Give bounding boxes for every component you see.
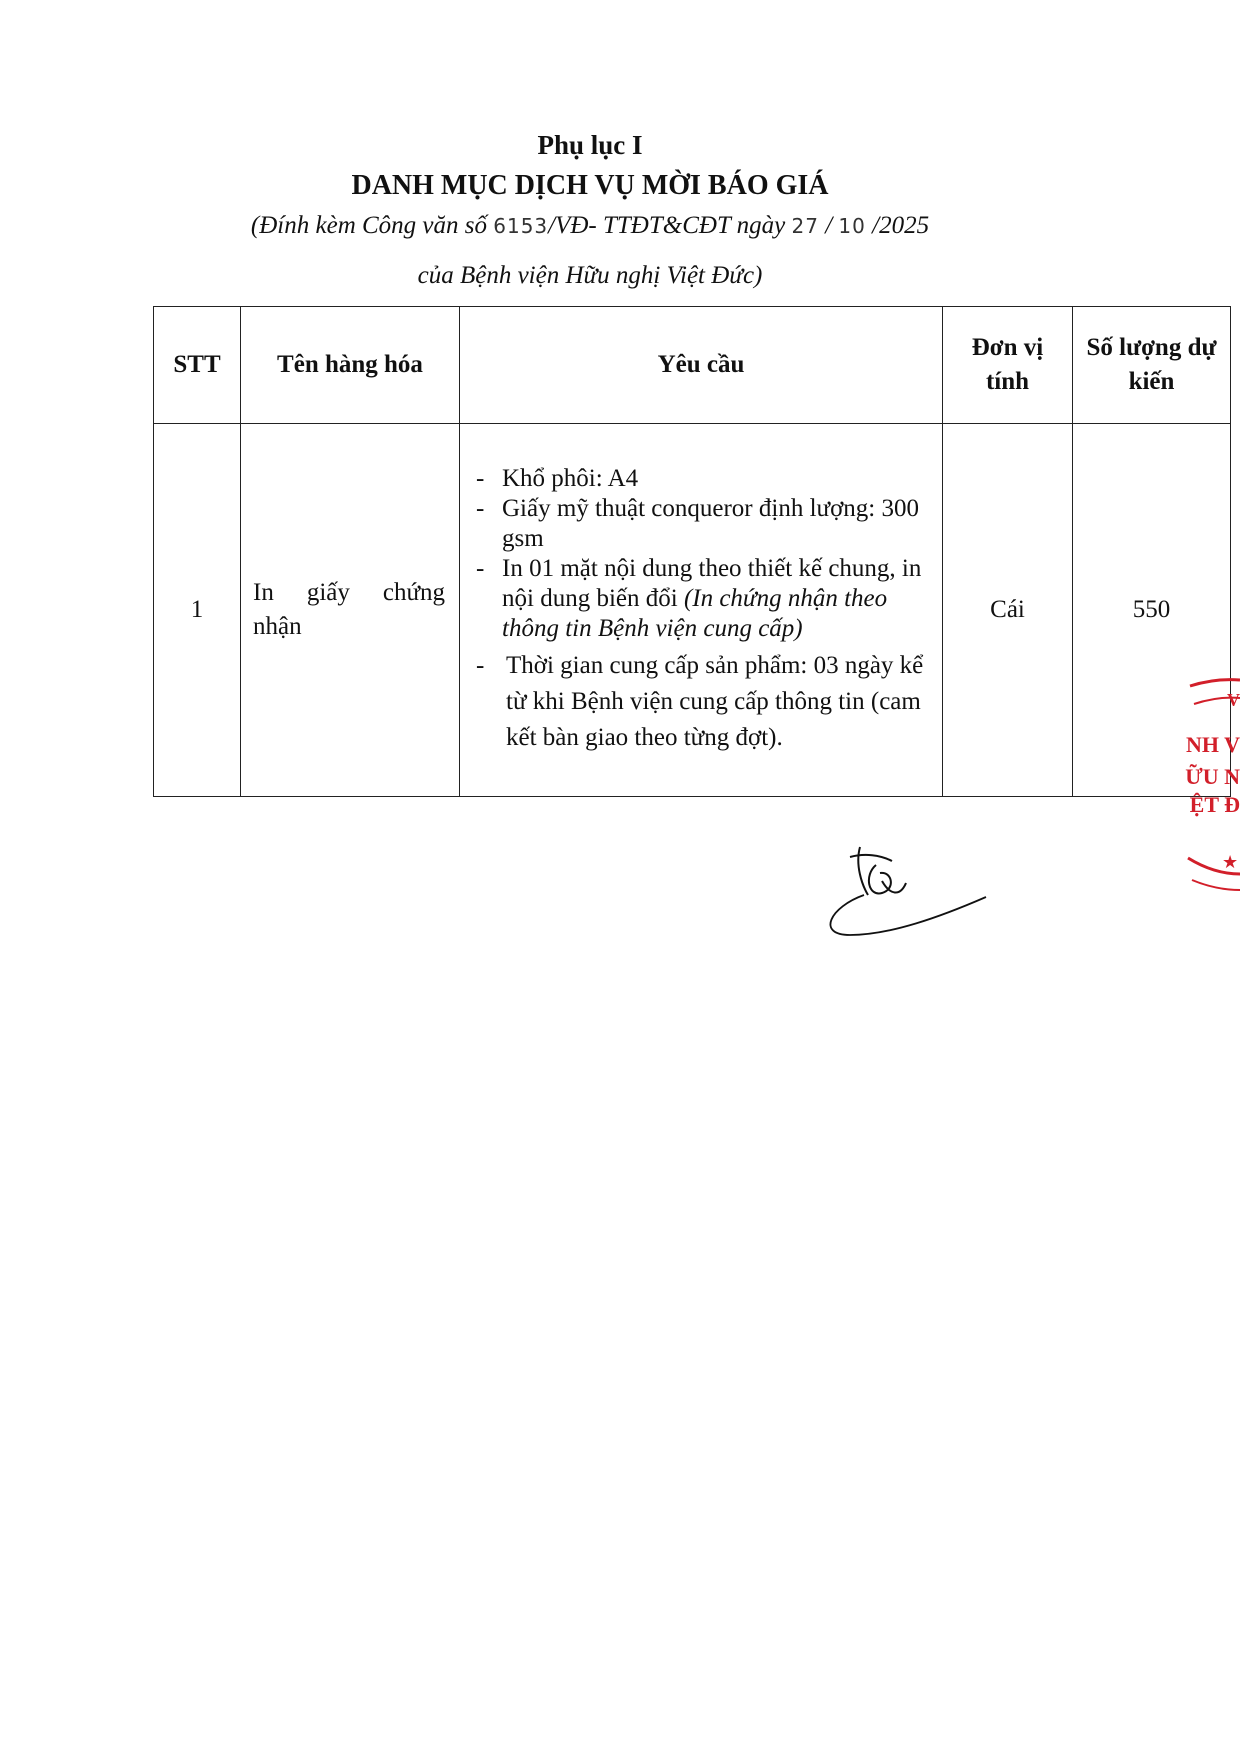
handwritten-signature	[820, 835, 990, 945]
attachment-reference	[0, 212, 1180, 240]
cell-quantity: 550	[1073, 424, 1231, 797]
requirement-item	[468, 554, 928, 644]
document-title: DANH MỤC DỊCH VỤ MỜI BÁO GIÁ	[351, 170, 829, 201]
cell-item-name	[241, 424, 460, 797]
appendix-title: Phụ lục I	[537, 130, 643, 160]
svg-text:★: ★	[1222, 852, 1239, 873]
table-header-row	[154, 307, 1231, 424]
reference-middle: /VĐ- TTĐT&CĐT ngày	[548, 212, 792, 239]
requirement-item: - Giấy mỹ thuật conqueror định lượng: 300 gsm	[468, 494, 928, 554]
handwritten-doc-number: 6153	[493, 214, 549, 238]
document-year: 2025	[879, 212, 930, 239]
requirements-list	[460, 456, 942, 764]
stamp-text: ỮU N	[1185, 764, 1240, 789]
header-item-name: Tên hàng hóa	[241, 307, 460, 424]
handwritten-day: 27	[791, 214, 819, 238]
cell-unit: Cái	[943, 424, 1073, 797]
item-name-text: In giấy chứng nhận	[253, 579, 445, 640]
header-stt: STT	[154, 307, 241, 424]
handwritten-month: 10	[838, 214, 866, 238]
requirement-note: (In chứng nhận theo thông tin Bệnh viện cung cấp)	[502, 585, 888, 642]
service-list-table	[153, 306, 1231, 797]
cell-stt: 1	[154, 424, 241, 797]
stamp-text: NH V	[1186, 732, 1240, 757]
cell-requirements	[460, 424, 943, 797]
requirement-text: In 01 mặt nội dung theo thiết kế chung, in nội dung biến đổi	[502, 555, 922, 612]
header-requirements: Yêu cầu	[460, 307, 943, 424]
table-row	[154, 424, 1231, 797]
requirement-item: - Thời gian cung cấp sản phẩm: 03 ngày kể từ khi Bệnh viện cung cấp thông tin (cam kết bàn giao theo từng đợt).	[468, 648, 928, 756]
header-quantity: Số lượng dự kiến	[1073, 307, 1231, 424]
stamp-text: ỆT Đ	[1189, 792, 1240, 817]
reference-prefix: (Đính kèm Công văn số	[250, 212, 494, 239]
stamp-text: V	[1227, 690, 1240, 710]
issuing-organization: của Bệnh viện Hữu nghị Việt Đức)	[417, 262, 763, 289]
date-separator-1: /	[818, 212, 839, 239]
requirement-item: - Khổ phôi: A4	[468, 464, 928, 494]
official-stamp	[1170, 668, 1240, 908]
date-separator-2: /	[865, 212, 880, 239]
header-unit: Đơn vị tính	[943, 307, 1073, 424]
